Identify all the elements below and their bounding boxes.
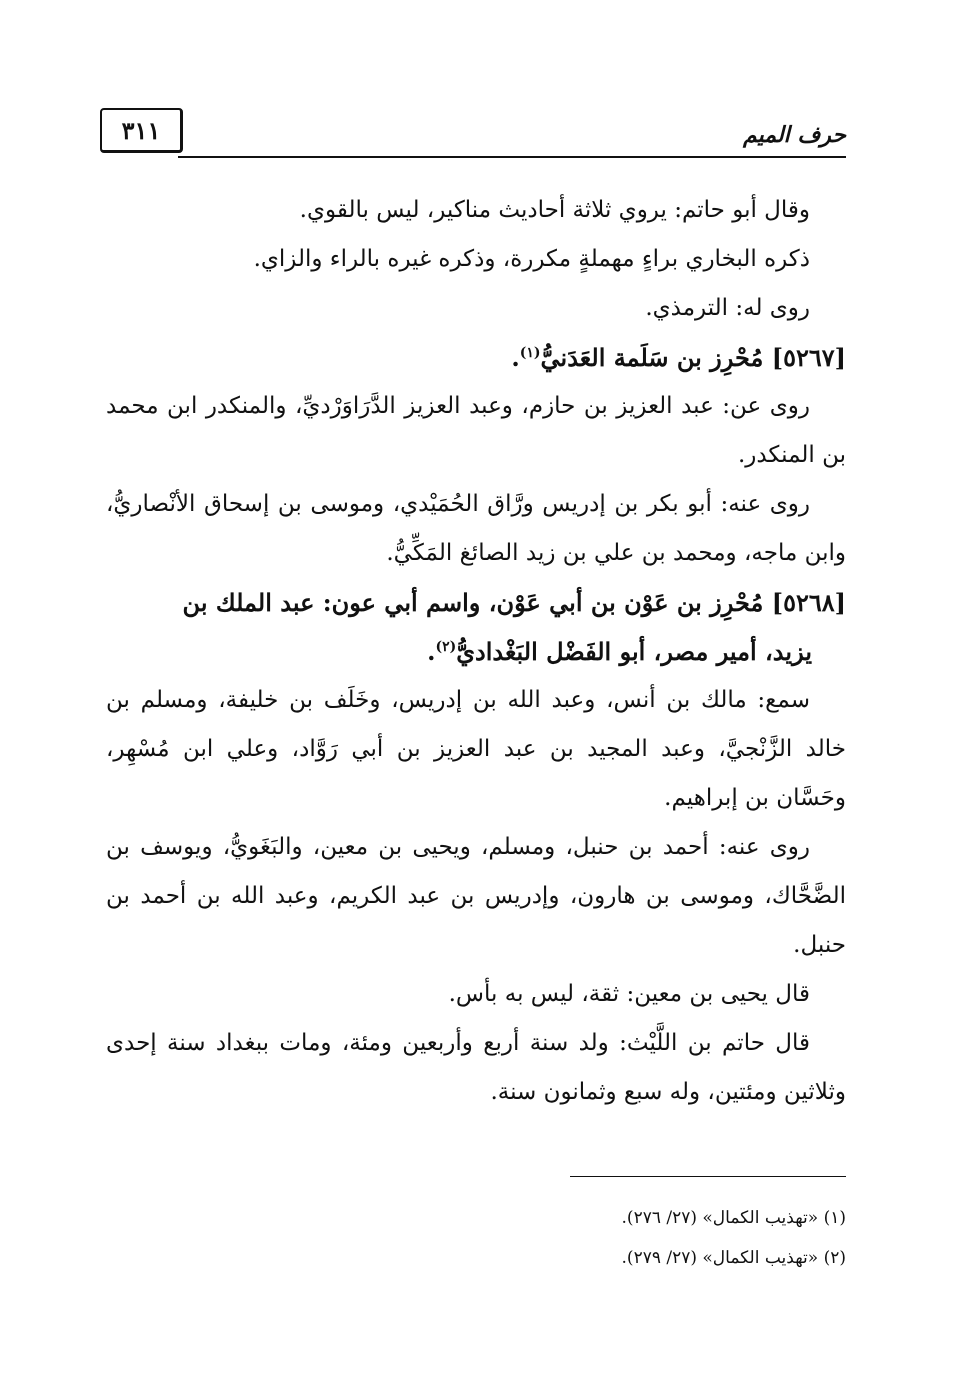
entry-name: مُحْرِز بن سَلَمة العَدَنيُّ bbox=[540, 343, 764, 372]
footnote-mark: (١) bbox=[519, 345, 541, 361]
entry-heading-5267 bbox=[106, 333, 846, 382]
entry-end: . bbox=[427, 637, 436, 666]
entry-heading-5268 bbox=[106, 578, 846, 676]
paragraph-hatim-ibn-layth: قال حاتم بن اللَّيْث: ولد سنة أربع وأربعين ومئة، ومات ببغداد سنة إحدى وثلاثين ومئتين، وله سبع وثمانون سنة. bbox=[106, 1030, 846, 1105]
paragraph-ibn-main: قال يحيى بن معين: ثقة، ليس به بأس. bbox=[448, 981, 810, 1007]
paragraph-heard-from: سمع: مالك بن أنس، وعبد الله بن إدريس، وخَلَف بن خليفة، ومسلم بن خالد الزَّنْجيَّ، وعبد المجيد بن عبد العزيز بن أبي رَوَّاد، وعلي ابن مُسْهِر، وحَسَّان بن إبراهيم. bbox=[106, 687, 846, 811]
main-text bbox=[106, 186, 846, 1117]
footnotes bbox=[400, 1198, 846, 1278]
entry-number: [٥٢٦٨] bbox=[771, 588, 846, 617]
entry-name: مُحْرِز بن عَوْن بن أبي عَوْن، واسم أبي عون: عبد الملك بن bbox=[182, 588, 764, 617]
entry-name-continued: يزيد، أمير مصر، أبو الفَضْل البَغْداديُّ bbox=[456, 637, 812, 666]
page-number: ٣١١ bbox=[100, 108, 183, 153]
paragraph-narrated-by: روى له: الترمذي. bbox=[645, 295, 810, 321]
entry-heading-line-2 bbox=[106, 627, 846, 676]
entry-heading-line-1 bbox=[106, 578, 846, 627]
footnote-mark: (٢) bbox=[435, 639, 457, 655]
entry-end: . bbox=[511, 343, 520, 372]
footnote-rule bbox=[570, 1176, 846, 1177]
paragraph-bukhari-note: ذكره البخاري براءٍ مهملةٍ مكررة، وذكره غيره بالراء والزاي. bbox=[253, 246, 810, 272]
footnote-1: (١) «تهذيب الكمال» (٢٧/ ٢٧٦). bbox=[621, 1208, 846, 1228]
paragraph-narrated-from: روى عن: عبد العزيز بن حازم، وعبد العزيز الدَّرَاوَرْديِّ، والمنكدر ابن محمد بن المنكدر. bbox=[106, 393, 846, 468]
footnote-2: (٢) «تهذيب الكمال» (٢٧/ ٢٧٩). bbox=[621, 1248, 846, 1268]
running-head: حرف الميم bbox=[742, 122, 846, 148]
header-rule bbox=[178, 156, 846, 158]
page-header bbox=[100, 108, 846, 160]
paragraph-abu-hatim: وقال أبو حاتم: يروي ثلاثة أحاديث مناكير، ليس بالقوي. bbox=[299, 197, 810, 223]
entry-number: [٥٢٦٧] bbox=[771, 343, 846, 372]
paragraph-narrators-2: روى عنه: أحمد بن حنبل، ومسلم، ويحيى بن معين، والبَغَويُّ، ويوسف بن الضَّحَّاك، وموسى بن هارون، وإدريس بن عبد الكريم، وعبد الله بن أحمد بن حنبل. bbox=[106, 834, 846, 958]
paragraph-narrators: روى عنه: أبو بكر بن إدريس ورَّاق الحُمَيْدي، وموسى بن إسحاق الأنْصاريُّ، وابن ماجه، ومحمد بن علي بن زيد الصائغ المَكِّيُّ. bbox=[106, 491, 846, 566]
